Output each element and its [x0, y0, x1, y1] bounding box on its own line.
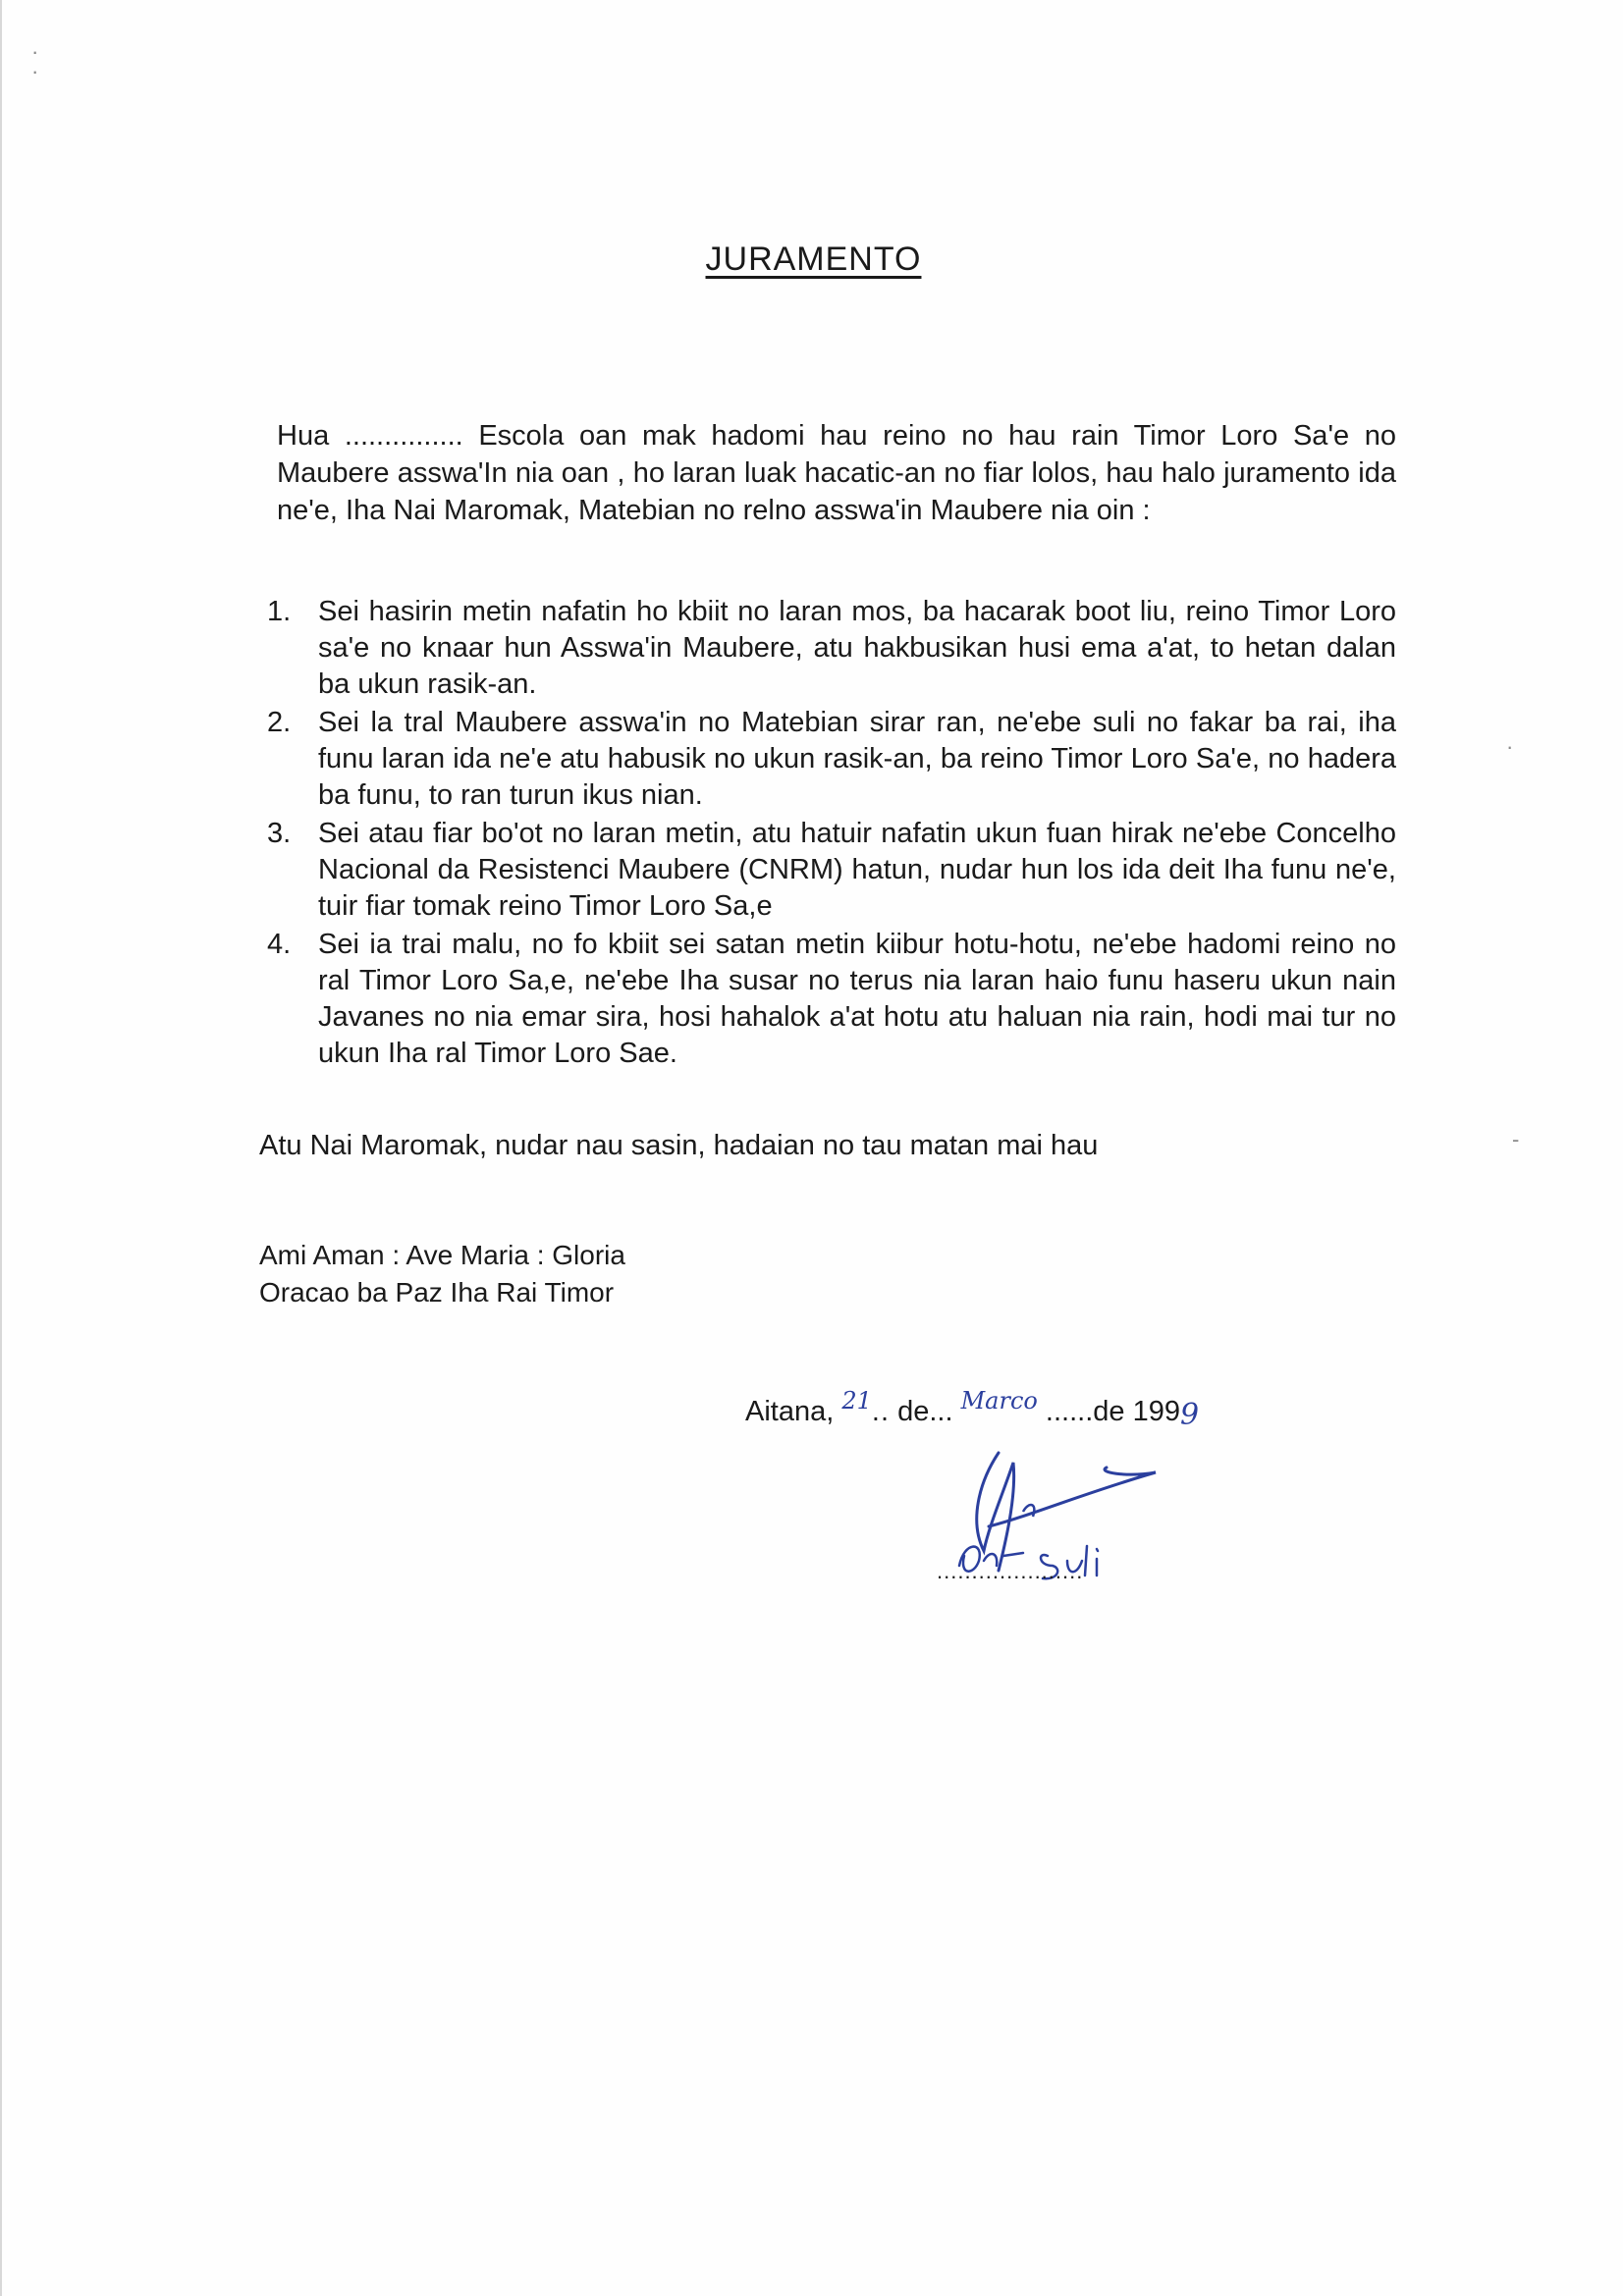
list-number: 2.: [267, 707, 292, 738]
handwritten-month: Marco: [960, 1387, 1038, 1415]
list-item-text: Sei ia trai malu, no fo kbiit sei satan metin kiibur hotu-hotu, ne'ebe hadomi reino no ral Timor Loro Sa,e, ne'ebe Iha susar no terus nia laran haio funu haseru ukun nain Javanes no nia emar sira, hosi hahalok a'at hotu atu haluan nia rain, hodi mai tur no ukun Iha ral Timor Loro Sae.: [318, 929, 1396, 1069]
list-item: [267, 705, 1396, 814]
prayer-line: Oracao ba Paz Iha Rai Timor: [259, 1277, 615, 1308]
oath-intro: Hua ............... Escola oan mak hadomi hau reino no hau rain Timor Loro Sa'e no Maubere asswa'In nia oan , ho laran luak hacatic-an no fiar lolos, hau halo juramento ida ne'e, Iha Nai Maromak, Matebian no relno asswa'in Maubere nia oin :: [277, 420, 1396, 526]
prayer-line: Ami Aman : Ave Maria : Gloria: [259, 1240, 625, 1270]
handwritten-year-digit: 9: [1179, 1398, 1200, 1432]
scan-speck: ·: [31, 39, 39, 64]
list-number: 3.: [267, 818, 292, 849]
place-date-line: [745, 1387, 1200, 1432]
date-de: de...: [897, 1396, 953, 1427]
list-item-text: Sei hasirin metin nafatin ho kbiit no laran mos, ba hacarak boot liu, reino Timor Loro sa'e no knaar hun Asswa'in Maubere, atu hakbusikan husi ema a'at, to hetan dalan ba ukun rasik-an.: [318, 596, 1396, 700]
prayer-block: [259, 1237, 625, 1311]
oath-list: [267, 594, 1396, 1074]
list-item: [267, 927, 1396, 1072]
scan-speck: -: [1512, 1127, 1520, 1151]
list-number: 4.: [267, 929, 292, 960]
handwritten-day: 21: [841, 1387, 872, 1415]
scan-speck: ·: [1506, 734, 1514, 759]
list-item: [267, 594, 1396, 703]
document-title: JURAMENTO: [705, 240, 922, 278]
signature-line: .....................: [937, 1559, 1084, 1583]
list-item: [267, 816, 1396, 925]
place-name: Aitana,: [745, 1396, 835, 1427]
date-separator: ..: [871, 1396, 891, 1427]
list-item-text: Sei la tral Maubere asswa'in no Matebian sirar ran, ne'ebe suli no fakar ba rai, iha funu laran ida ne'e atu habusik no ukun rasik-an, ba reino Timor Loro Sa'e, no hadera ba funu, to ran turun ikus nian.: [318, 707, 1396, 811]
list-item-text: Sei atau fiar bo'ot no laran metin, atu hatuir nafatin ukun fuan hirak ne'ebe Concelho Nacional da Resistenci Maubere (CNRM) hatun, nudar hun los ida deit Iha funu ne'e, tuir fiar tomak reino Timor Loro Sa,e: [318, 818, 1396, 922]
scan-speck: ·: [31, 59, 39, 83]
closing-line: Atu Nai Maromak, nudar nau sasin, hadaian no tau matan mai hau: [259, 1130, 1099, 1161]
date-year-prefix: ......de 199: [1045, 1396, 1180, 1427]
list-number: 1.: [267, 596, 292, 627]
